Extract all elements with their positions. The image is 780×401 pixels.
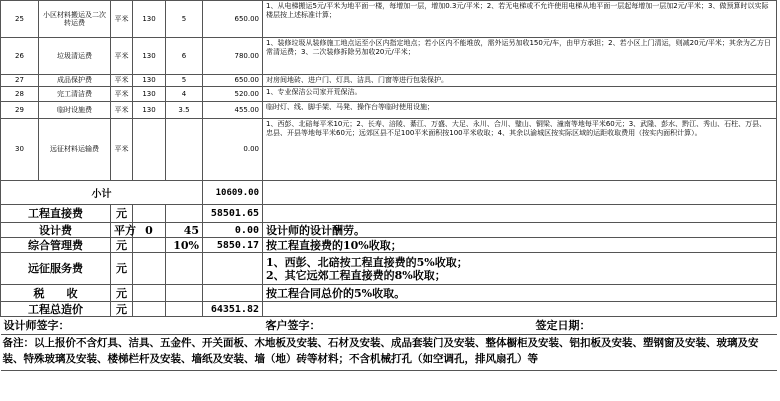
customer-signature-label: 客户签字： xyxy=(265,319,321,332)
summary-rate xyxy=(166,302,203,317)
item-total: 650.00 xyxy=(203,75,263,87)
summary-rate: 45 xyxy=(166,223,203,238)
remarks-note: 备注：以上报价不含灯具、洁具、五金件、开关面板、木地板及安装、石材及安装、成品套装门及安装、整体橱柜及安装、铝扣板及安装、塑钢窗及安装、玻璃及安装、特殊玻璃及安装、楼梯栏杆及安装、墙纸及安装、墙（地）砖等材料；不含机械打孔（如空调孔，排风扇孔）等 xyxy=(1,335,777,371)
summary-row xyxy=(1,285,777,302)
summary-row xyxy=(1,223,777,238)
item-unit: 平米 xyxy=(111,1,133,38)
item-description: 对房间地砖、进户门、灯具、洁具、门窗等进行包装保护。 xyxy=(263,75,777,87)
summary-value: 5850.17 xyxy=(203,238,263,253)
item-description: 1、专业保洁公司家开荒保洁。 xyxy=(263,87,777,102)
summary-name: 综合管理费 xyxy=(1,238,111,253)
item-description: 1、装修垃圾从装修施工地点运至小区内指定地点；若小区内不能堆放，需外运另加收150元/车，由甲方承担；2、若小区上门清运，则减20元/平米；其余为乙方日常清运费；3、二次装修拆除另加收20元/平米； xyxy=(263,38,777,75)
item-total: 455.00 xyxy=(203,102,263,119)
summary-name: 工程直接费 xyxy=(1,205,111,223)
item-name: 完工清洁费 xyxy=(39,87,111,102)
item-unit: 平米 xyxy=(111,119,133,181)
table-row xyxy=(1,75,777,87)
item-rate: 5 xyxy=(166,1,203,38)
summary-description xyxy=(263,205,777,223)
item-description: 1、从电梯搬运5元/平米为地平面一楼，每增加一层，增加0.3元/平米；2、若无电梯或不允许使用电梯从地平面一层起每增加一层加2元/平米；3、做预算时以实际楼层按上述标准计算； xyxy=(263,1,777,38)
table-row xyxy=(1,119,777,181)
table-row xyxy=(1,87,777,102)
item-area xyxy=(133,119,166,181)
item-unit: 平米 xyxy=(111,75,133,87)
summary-rate xyxy=(166,205,203,223)
summary-unit: 元 xyxy=(111,253,133,285)
item-unit: 平米 xyxy=(111,38,133,75)
summary-value xyxy=(203,285,263,302)
item-total: 650.00 xyxy=(203,1,263,38)
summary-value xyxy=(203,253,263,285)
summary-value: 58501.65 xyxy=(203,205,263,223)
summary-unit: 平方 xyxy=(111,223,133,238)
item-area: 130 xyxy=(133,38,166,75)
summary-qty xyxy=(133,238,166,253)
item-name: 临时设施费 xyxy=(39,102,111,119)
item-number: 28 xyxy=(1,87,39,102)
subtotal-row xyxy=(1,181,777,205)
item-number: 25 xyxy=(1,1,39,38)
summary-qty xyxy=(133,302,166,317)
summary-row xyxy=(1,205,777,223)
summary-description: 按工程合同总价的5%收取。 xyxy=(263,285,777,302)
summary-row xyxy=(1,253,777,285)
item-number: 30 xyxy=(1,119,39,181)
item-rate: 3.5 xyxy=(166,102,203,119)
item-unit: 平米 xyxy=(111,87,133,102)
summary-row xyxy=(1,302,777,317)
item-unit: 平米 xyxy=(111,102,133,119)
item-total: 780.00 xyxy=(203,38,263,75)
item-area: 130 xyxy=(133,75,166,87)
summary-row xyxy=(1,238,777,253)
item-description: 临时灯、线、脚手架、马凳、操作台等临时使用设施； xyxy=(263,102,777,119)
signature-row xyxy=(1,317,777,335)
item-rate: 4 xyxy=(166,87,203,102)
summary-rate xyxy=(166,253,203,285)
summary-unit: 元 xyxy=(111,205,133,223)
item-description: 1、西彭、北碚每平米10元；2、长寿、涪陵、綦江、万盛、大足、永川、合川、璧山、铜梁、潼南等地每平米60元；3、武隆、彭水、黔江、秀山、石柱、万县、忠县、开县等地每平米60元；远郊区县不足100平米面积按100平米收取；4、其余以渝城区按实际区域的运距收取费用（按实内面积计算）。 xyxy=(263,119,777,181)
note-row xyxy=(1,335,777,371)
summary-unit: 元 xyxy=(111,302,133,317)
summary-name: 税 收 xyxy=(1,285,111,302)
item-name: 小区材料搬运及二次转运费 xyxy=(39,1,111,38)
summary-description: 按工程直接费的10%收取； xyxy=(263,238,777,253)
summary-rate xyxy=(166,285,203,302)
item-total: 0.00 xyxy=(203,119,263,181)
summary-rows xyxy=(1,205,777,317)
item-total: 520.00 xyxy=(203,87,263,102)
item-area: 130 xyxy=(133,102,166,119)
summary-value: 64351.82 xyxy=(203,302,263,317)
summary-name: 远征服务费 xyxy=(1,253,111,285)
item-number: 27 xyxy=(1,75,39,87)
table-row xyxy=(1,102,777,119)
subtotal-value: 10609.00 xyxy=(203,181,263,205)
summary-rate: 10% xyxy=(166,238,203,253)
summary-description xyxy=(263,302,777,317)
summary-qty xyxy=(133,285,166,302)
item-name: 垃圾清运费 xyxy=(39,38,111,75)
signing-date-label: 签定日期： xyxy=(535,319,591,332)
table-row xyxy=(1,1,777,38)
item-number: 29 xyxy=(1,102,39,119)
item-rate: 5 xyxy=(166,75,203,87)
item-name: 成品保护费 xyxy=(39,75,111,87)
summary-name: 设计费 xyxy=(1,223,111,238)
summary-description: 设计师的设计酬劳。 xyxy=(263,223,777,238)
summary-qty xyxy=(133,253,166,285)
item-area: 130 xyxy=(133,1,166,38)
summary-qty: 0 xyxy=(133,223,166,238)
item-area: 130 xyxy=(133,87,166,102)
item-name: 远征材料运输费 xyxy=(39,119,111,181)
item-rate xyxy=(166,119,203,181)
summary-name: 工程总造价 xyxy=(1,302,111,317)
item-rows xyxy=(1,1,777,181)
summary-unit: 元 xyxy=(111,238,133,253)
summary-description: 1、西彭、北碚按工程直接费的5%收取； 2、其它远郊工程直接费的8%收取； xyxy=(263,253,777,285)
summary-unit: 元 xyxy=(111,285,133,302)
table-row xyxy=(1,38,777,75)
subtotal-label: 小计 xyxy=(1,181,203,205)
item-rate: 6 xyxy=(166,38,203,75)
summary-value: 0.00 xyxy=(203,223,263,238)
item-number: 26 xyxy=(1,38,39,75)
designer-signature-label: 设计师签字： xyxy=(1,317,203,335)
summary-qty xyxy=(133,205,166,223)
